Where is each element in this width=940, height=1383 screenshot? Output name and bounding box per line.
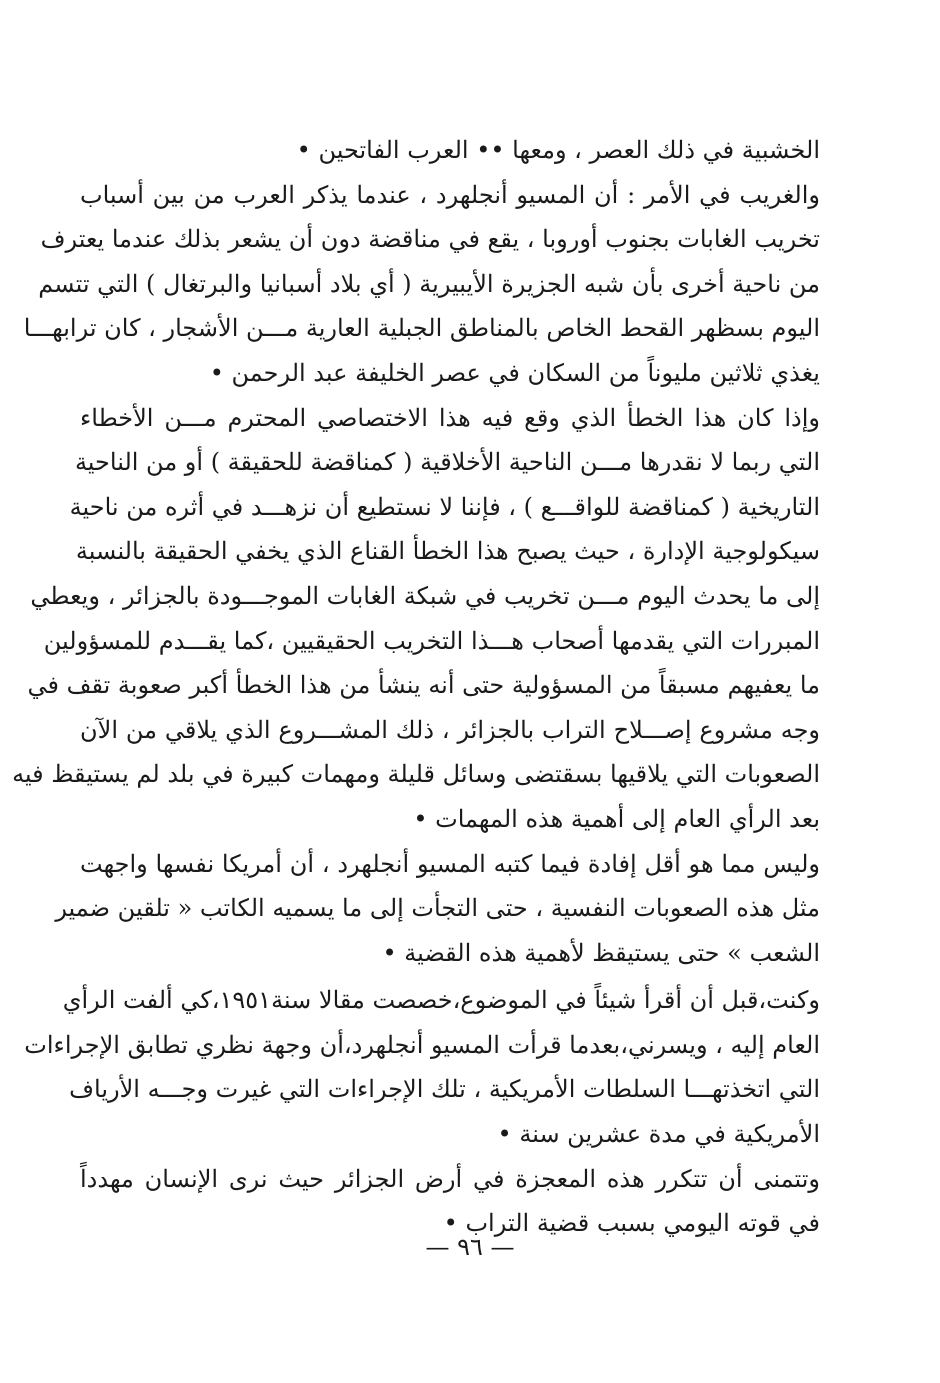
text-line: وكنت،قبل أن أقرأ شيئاً في الموضوع،خصصت مقالا سنة١٩٥١،كي ألفت الرأي xyxy=(62,986,820,1015)
text-line: التاريخية ( كمناقضة للواقـــع ) ، فإننا لا نستطيع أن نزهـــد في أثره من ناحية xyxy=(69,492,820,521)
document-body xyxy=(12,128,820,1246)
text-line: العام إليه ، ويسرني،بعدما قرأت المسيو أنجلهرد،أن وجهة نظري تطابق الإجراءات xyxy=(24,1030,820,1059)
text-line: تخريب الغابات بجنوب أوروبا ، يقع في مناقضة دون أن يشعر بذلك عندما يعترف xyxy=(40,225,820,254)
text-line: المبررات التي يقدمها أصحاب هـــذا التخريب الحقيقيين ،كما يقـــدم للمسؤولين xyxy=(43,626,820,655)
text-line: بعد الرأي العام إلى أهمية هذه المهمات • xyxy=(413,804,820,833)
text-line: إلى ما يحدث اليوم مـــن تخريب في شبكة الغابات الموجـــودة بالجزائر ، ويعطي xyxy=(30,581,820,610)
text-line: يغذي ثلاثين مليوناً من السكان في عصر الخليفة عبد الرحمن • xyxy=(209,358,820,387)
text-line: مثل هذه الصعوبات النفسية ، حتى التجأت إلى ما يسميه الكاتب « تلقين ضمير xyxy=(55,894,820,923)
text-line: سيكولوجية الإدارة ، حيث يصبح هذا الخطأ القناع الذي يخفي الحقيقة بالنسبة xyxy=(75,537,820,566)
paragraph xyxy=(12,396,820,842)
text-line: الأمريكية في مدة عشرين سنة • xyxy=(497,1120,820,1149)
text-line: الصعوبات التي يلاقيها بسقتضى وسائل قليلة ومهمات كبيرة في بلد لم يستيقظ فيه xyxy=(12,760,820,789)
text-line: ما يعفيهم مسبقاً من المسؤولية حتى أنه ينشأ من هذا الخطأ أكبر صعوبة تقف في xyxy=(27,671,820,700)
text-line: وليس مما هو أقل إفادة فيما كتبه المسيو أنجلهرد ، أن أمريكا نفسها واجهت xyxy=(80,849,820,878)
page-number: — ٩٦ — xyxy=(425,1233,515,1261)
paragraph xyxy=(23,173,820,396)
text-line: الخشبية في ذلك العصر ، ومعها •• العرب الفاتحين • xyxy=(296,136,820,164)
text-line: والغريب في الأمر : أن المسيو أنجلهرد ، عندما يذكر العرب من بين أسباب xyxy=(80,180,820,209)
text-line: التي ربما لا نقدرها مـــن الناحية الأخلاقية ( كمناقضة للحقيقة ) أو من الناحية xyxy=(74,448,820,477)
text-line: اليوم بسظهر القحط الخاص بالمناطق الجبلية العارية مـــن الأشجار ، كان ترابهـــا xyxy=(23,314,820,343)
paragraph xyxy=(80,128,820,173)
text-line: وجه مشروع إصـــلاح التراب بالجزائر ، ذلك المشـــروع الذي يلاقي من الآن xyxy=(80,715,820,744)
paragraph xyxy=(24,978,820,1156)
text-line: من ناحية أخرى بأن شبه الجزيرة الأيبيرية ( أي بلاد أسبانيا والبرتغال ) التي تتسم xyxy=(38,269,820,298)
text-line: التي اتخذتهـــا السلطات الأمريكية ، تلك الإجراءات التي غيرت وجـــه الأرياف xyxy=(69,1075,820,1104)
text-line: الشعب » حتى يستيقظ لأهمية هذه القضية • xyxy=(382,938,820,967)
text-line: وتتمنى أن تتكرر هذه المعجزة في أرض الجزائر حيث نرى الإنسان مهدداً xyxy=(80,1164,820,1193)
text-line: وإذا كان هذا الخطأ الذي وقع فيه هذا الاختصاصي المحترم مـــن الأخطاء xyxy=(80,403,820,432)
paragraph xyxy=(55,842,820,976)
text-line: في قوته اليومي بسبب قضية التراب • xyxy=(443,1209,820,1238)
